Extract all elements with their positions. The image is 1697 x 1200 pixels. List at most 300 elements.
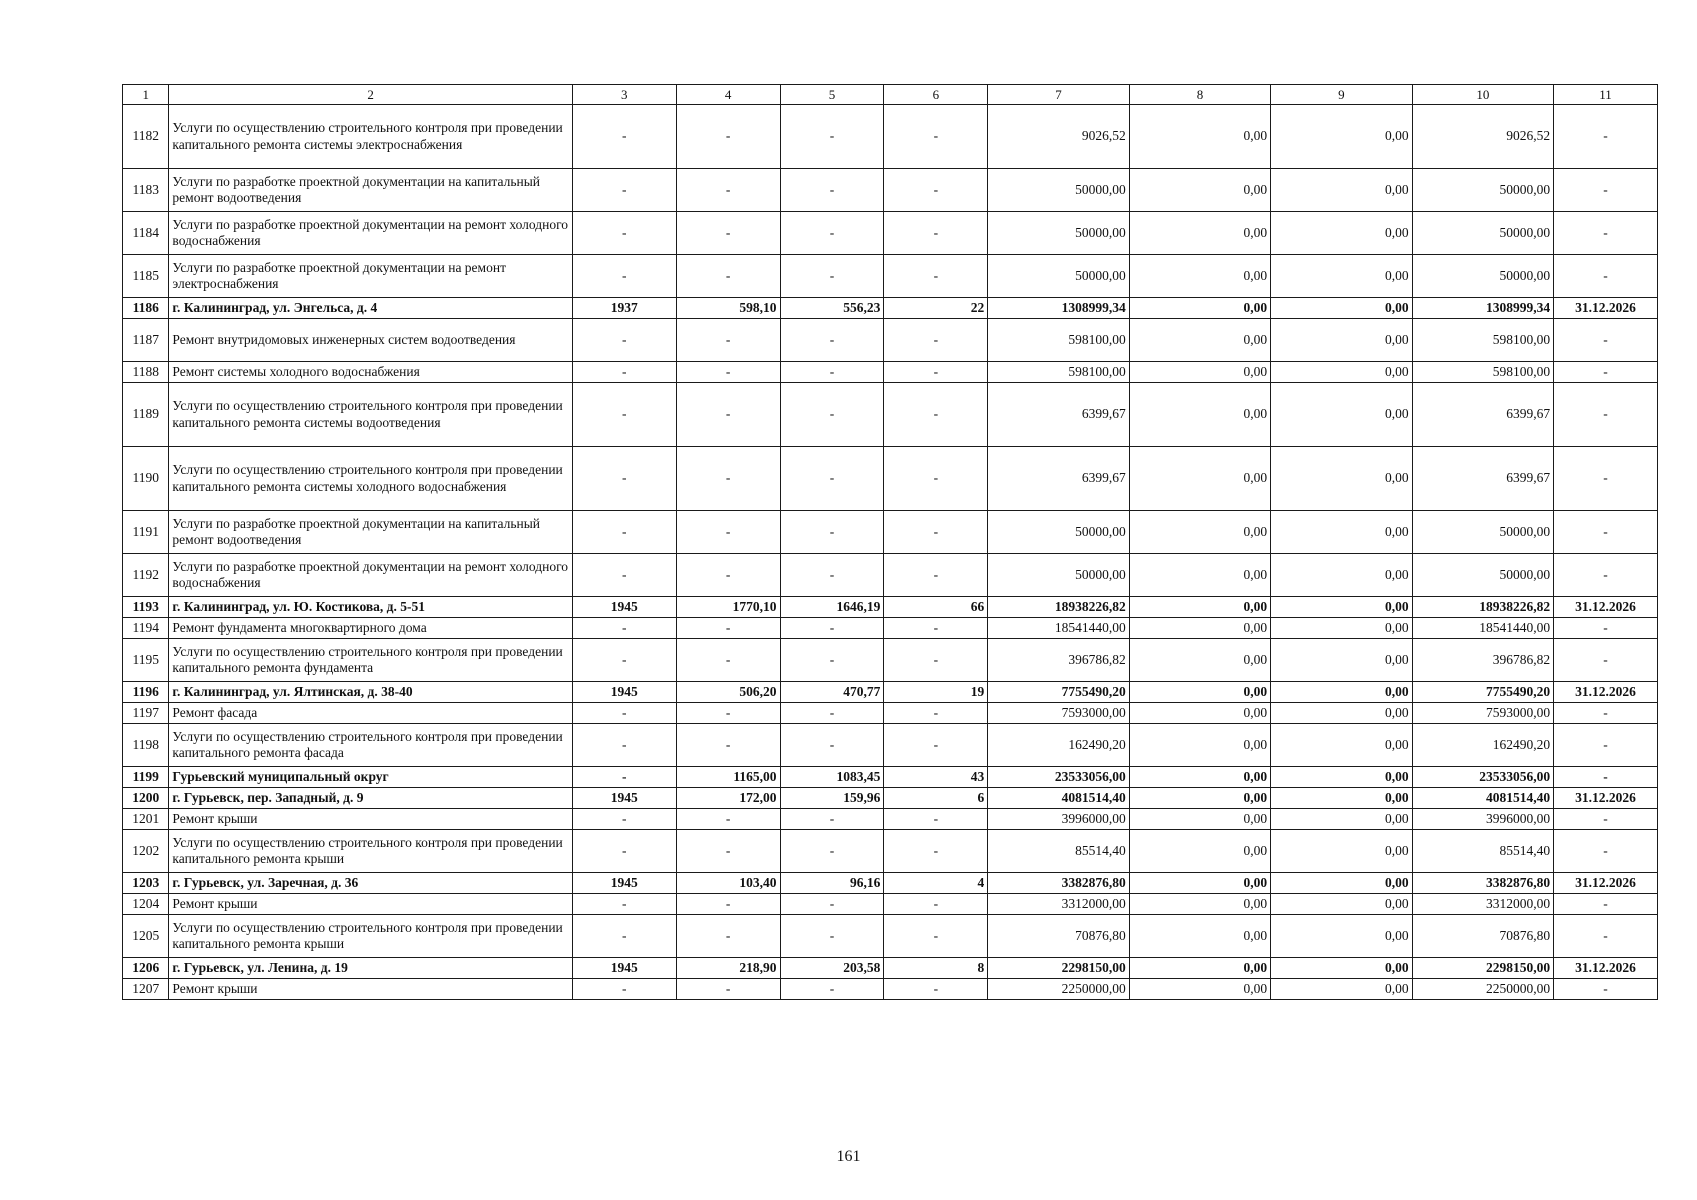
- table-row: [123, 169, 1658, 212]
- cell-col8: 0,00: [1129, 979, 1270, 1000]
- cell-col7: 70876,80: [988, 915, 1129, 958]
- page-number: 161: [836, 1148, 861, 1165]
- table-row: [123, 511, 1658, 554]
- row-description: г. Гурьевск, ул. Ленина, д. 19: [169, 958, 572, 979]
- cell-col5: -: [780, 511, 884, 554]
- cell-col8: 0,00: [1129, 511, 1270, 554]
- cell-col11: 31.12.2026: [1554, 682, 1658, 703]
- cell-col10: 9026,52: [1412, 105, 1553, 169]
- cell-col5: -: [780, 362, 884, 383]
- row-description: Услуги по разработке проектной документации на капитальный ремонт водоотведения: [169, 169, 572, 212]
- cell-col7: 50000,00: [988, 212, 1129, 255]
- table-row: [123, 873, 1658, 894]
- cell-col7: 2298150,00: [988, 958, 1129, 979]
- row-number: 1201: [123, 809, 169, 830]
- cell-col7: 598100,00: [988, 319, 1129, 362]
- row-number: 1202: [123, 830, 169, 873]
- row-number: 1205: [123, 915, 169, 958]
- cell-col3: -: [572, 724, 676, 767]
- cell-col10: 50000,00: [1412, 511, 1553, 554]
- cell-col9: 0,00: [1271, 362, 1412, 383]
- cell-col11: -: [1554, 319, 1658, 362]
- cell-col5: -: [780, 319, 884, 362]
- cell-col6: -: [884, 703, 988, 724]
- cell-col11: -: [1554, 447, 1658, 511]
- cell-col3: 1945: [572, 958, 676, 979]
- table-row: [123, 447, 1658, 511]
- cell-col10: 162490,20: [1412, 724, 1553, 767]
- cell-col6: -: [884, 618, 988, 639]
- cell-col11: -: [1554, 212, 1658, 255]
- column-header: 11: [1554, 85, 1658, 105]
- row-description: Услуги по осуществлению строительного контроля при проведении капитального ремонта крыши: [169, 830, 572, 873]
- row-description: Услуги по разработке проектной документации на ремонт холодного водоснабжения: [169, 212, 572, 255]
- cell-col7: 3996000,00: [988, 809, 1129, 830]
- row-number: 1206: [123, 958, 169, 979]
- cell-col3: -: [572, 105, 676, 169]
- cell-col3: -: [572, 255, 676, 298]
- cell-col9: 0,00: [1271, 724, 1412, 767]
- cell-col4: -: [676, 830, 780, 873]
- row-number: 1204: [123, 894, 169, 915]
- row-number: 1182: [123, 105, 169, 169]
- column-header: 9: [1271, 85, 1412, 105]
- cell-col10: 7755490,20: [1412, 682, 1553, 703]
- cell-col10: 50000,00: [1412, 212, 1553, 255]
- table-row: [123, 618, 1658, 639]
- column-header: 8: [1129, 85, 1270, 105]
- cell-col4: -: [676, 511, 780, 554]
- column-header: 6: [884, 85, 988, 105]
- cell-col10: 70876,80: [1412, 915, 1553, 958]
- cell-col3: -: [572, 809, 676, 830]
- row-description: Услуги по осуществлению строительного контроля при проведении капитального ремонта системы холодного водоснабжения: [169, 447, 572, 511]
- cell-col4: 103,40: [676, 873, 780, 894]
- cell-col3: 1945: [572, 788, 676, 809]
- cell-col11: -: [1554, 255, 1658, 298]
- table-row: [123, 554, 1658, 597]
- column-header: 7: [988, 85, 1129, 105]
- row-number: 1189: [123, 383, 169, 447]
- row-number: 1203: [123, 873, 169, 894]
- cell-col8: 0,00: [1129, 830, 1270, 873]
- row-number: 1184: [123, 212, 169, 255]
- row-number: 1186: [123, 298, 169, 319]
- cell-col4: -: [676, 169, 780, 212]
- row-description: Услуги по разработке проектной документации на ремонт холодного водоснабжения: [169, 554, 572, 597]
- cell-col8: 0,00: [1129, 255, 1270, 298]
- cell-col3: -: [572, 319, 676, 362]
- cell-col5: -: [780, 255, 884, 298]
- cell-col10: 50000,00: [1412, 255, 1553, 298]
- cell-col11: 31.12.2026: [1554, 298, 1658, 319]
- cell-col6: -: [884, 915, 988, 958]
- cell-col10: 6399,67: [1412, 383, 1553, 447]
- cell-col3: -: [572, 362, 676, 383]
- cell-col11: -: [1554, 894, 1658, 915]
- cell-col11: 31.12.2026: [1554, 597, 1658, 618]
- cell-col11: -: [1554, 979, 1658, 1000]
- cell-col4: 1165,00: [676, 767, 780, 788]
- cell-col7: 598100,00: [988, 362, 1129, 383]
- cell-col5: 159,96: [780, 788, 884, 809]
- cell-col3: 1945: [572, 873, 676, 894]
- cell-col7: 396786,82: [988, 639, 1129, 682]
- cell-col6: -: [884, 809, 988, 830]
- cell-col10: 6399,67: [1412, 447, 1553, 511]
- row-description: Услуги по осуществлению строительного контроля при проведении капитального ремонта крыши: [169, 915, 572, 958]
- row-description: Ремонт внутридомовых инженерных систем водоотведения: [169, 319, 572, 362]
- cell-col10: 4081514,40: [1412, 788, 1553, 809]
- cell-col10: 3312000,00: [1412, 894, 1553, 915]
- row-description: Ремонт фасада: [169, 703, 572, 724]
- cell-col4: -: [676, 383, 780, 447]
- cell-col4: -: [676, 724, 780, 767]
- row-description: г. Калининград, ул. Ялтинская, д. 38-40: [169, 682, 572, 703]
- cell-col11: -: [1554, 703, 1658, 724]
- cell-col8: 0,00: [1129, 169, 1270, 212]
- row-number: 1196: [123, 682, 169, 703]
- cell-col5: -: [780, 639, 884, 682]
- row-description: Ремонт фундамента многоквартирного дома: [169, 618, 572, 639]
- cell-col9: 0,00: [1271, 830, 1412, 873]
- cell-col4: 172,00: [676, 788, 780, 809]
- cell-col11: 31.12.2026: [1554, 873, 1658, 894]
- cell-col6: -: [884, 554, 988, 597]
- cell-col4: -: [676, 319, 780, 362]
- cell-col8: 0,00: [1129, 597, 1270, 618]
- cell-col11: -: [1554, 767, 1658, 788]
- cell-col5: -: [780, 979, 884, 1000]
- cell-col4: -: [676, 212, 780, 255]
- table-row: [123, 255, 1658, 298]
- column-header: 4: [676, 85, 780, 105]
- row-number: 1192: [123, 554, 169, 597]
- table-row: [123, 298, 1658, 319]
- cell-col9: 0,00: [1271, 212, 1412, 255]
- cell-col6: -: [884, 212, 988, 255]
- cell-col8: 0,00: [1129, 105, 1270, 169]
- cell-col4: -: [676, 915, 780, 958]
- cell-col9: 0,00: [1271, 618, 1412, 639]
- row-description: Ремонт крыши: [169, 894, 572, 915]
- cell-col9: 0,00: [1271, 682, 1412, 703]
- cell-col5: -: [780, 212, 884, 255]
- cell-col10: 18541440,00: [1412, 618, 1553, 639]
- cell-col5: -: [780, 447, 884, 511]
- cell-col3: -: [572, 212, 676, 255]
- cell-col9: 0,00: [1271, 447, 1412, 511]
- cell-col7: 3312000,00: [988, 894, 1129, 915]
- table-row: [123, 639, 1658, 682]
- cell-col10: 50000,00: [1412, 169, 1553, 212]
- cell-col11: -: [1554, 383, 1658, 447]
- cell-col5: 203,58: [780, 958, 884, 979]
- cell-col10: 23533056,00: [1412, 767, 1553, 788]
- table-row: [123, 767, 1658, 788]
- cell-col9: 0,00: [1271, 809, 1412, 830]
- cell-col3: -: [572, 894, 676, 915]
- table-row: [123, 319, 1658, 362]
- column-header-row: [123, 85, 1658, 105]
- row-description: г. Калининград, ул. Энгельса, д. 4: [169, 298, 572, 319]
- cell-col6: -: [884, 169, 988, 212]
- row-number: 1193: [123, 597, 169, 618]
- cell-col4: 1770,10: [676, 597, 780, 618]
- row-description: Услуги по разработке проектной документации на ремонт электроснабжения: [169, 255, 572, 298]
- cell-col11: -: [1554, 362, 1658, 383]
- cell-col9: 0,00: [1271, 894, 1412, 915]
- row-description: Услуги по осуществлению строительного контроля при проведении капитального ремонта фундамента: [169, 639, 572, 682]
- cell-col9: 0,00: [1271, 639, 1412, 682]
- table-row: [123, 724, 1658, 767]
- row-number: 1200: [123, 788, 169, 809]
- table-row: [123, 830, 1658, 873]
- cell-col5: 96,16: [780, 873, 884, 894]
- cell-col11: -: [1554, 169, 1658, 212]
- column-header: 5: [780, 85, 884, 105]
- cell-col7: 7593000,00: [988, 703, 1129, 724]
- cell-col3: 1937: [572, 298, 676, 319]
- cell-col3: -: [572, 703, 676, 724]
- row-number: 1190: [123, 447, 169, 511]
- cell-col8: 0,00: [1129, 554, 1270, 597]
- table-row: [123, 362, 1658, 383]
- cell-col9: 0,00: [1271, 979, 1412, 1000]
- cell-col8: 0,00: [1129, 767, 1270, 788]
- cell-col9: 0,00: [1271, 105, 1412, 169]
- cell-col11: 31.12.2026: [1554, 788, 1658, 809]
- row-number: 1187: [123, 319, 169, 362]
- cell-col7: 1308999,34: [988, 298, 1129, 319]
- cell-col5: -: [780, 383, 884, 447]
- cell-col11: -: [1554, 105, 1658, 169]
- cell-col6: -: [884, 319, 988, 362]
- cell-col7: 50000,00: [988, 554, 1129, 597]
- cell-col11: -: [1554, 915, 1658, 958]
- cell-col7: 162490,20: [988, 724, 1129, 767]
- row-number: 1197: [123, 703, 169, 724]
- cell-col5: -: [780, 830, 884, 873]
- cell-col6: -: [884, 255, 988, 298]
- row-description: Ремонт крыши: [169, 979, 572, 1000]
- cell-col7: 6399,67: [988, 447, 1129, 511]
- cell-col6: 4: [884, 873, 988, 894]
- cell-col11: -: [1554, 830, 1658, 873]
- cell-col9: 0,00: [1271, 873, 1412, 894]
- cell-col7: 2250000,00: [988, 979, 1129, 1000]
- cell-col7: 7755490,20: [988, 682, 1129, 703]
- table-row: [123, 958, 1658, 979]
- cell-col8: 0,00: [1129, 212, 1270, 255]
- table-row: [123, 894, 1658, 915]
- row-number: 1195: [123, 639, 169, 682]
- cell-col7: 18541440,00: [988, 618, 1129, 639]
- cell-col9: 0,00: [1271, 767, 1412, 788]
- cell-col6: -: [884, 447, 988, 511]
- cell-col7: 6399,67: [988, 383, 1129, 447]
- cell-col10: 3996000,00: [1412, 809, 1553, 830]
- table-row: [123, 682, 1658, 703]
- table-row: [123, 788, 1658, 809]
- row-number: 1191: [123, 511, 169, 554]
- cell-col10: 7593000,00: [1412, 703, 1553, 724]
- cell-col6: 66: [884, 597, 988, 618]
- cell-col8: 0,00: [1129, 639, 1270, 682]
- row-number: 1188: [123, 362, 169, 383]
- cell-col6: -: [884, 639, 988, 682]
- cell-col10: 598100,00: [1412, 362, 1553, 383]
- cell-col9: 0,00: [1271, 703, 1412, 724]
- cell-col7: 50000,00: [988, 255, 1129, 298]
- cell-col6: -: [884, 979, 988, 1000]
- row-description: Услуги по разработке проектной документации на капитальный ремонт водоотведения: [169, 511, 572, 554]
- row-description: г. Гурьевск, пер. Западный, д. 9: [169, 788, 572, 809]
- cell-col3: -: [572, 979, 676, 1000]
- cell-col4: -: [676, 703, 780, 724]
- cell-col11: 31.12.2026: [1554, 958, 1658, 979]
- cell-col9: 0,00: [1271, 597, 1412, 618]
- column-header: 2: [169, 85, 572, 105]
- cell-col6: 19: [884, 682, 988, 703]
- cell-col9: 0,00: [1271, 511, 1412, 554]
- row-description: Ремонт крыши: [169, 809, 572, 830]
- cell-col7: 50000,00: [988, 169, 1129, 212]
- cell-col10: 2298150,00: [1412, 958, 1553, 979]
- cell-col6: -: [884, 830, 988, 873]
- cell-col10: 1308999,34: [1412, 298, 1553, 319]
- cell-col6: -: [884, 511, 988, 554]
- cell-col6: 22: [884, 298, 988, 319]
- cell-col5: 556,23: [780, 298, 884, 319]
- cell-col5: -: [780, 724, 884, 767]
- cell-col9: 0,00: [1271, 788, 1412, 809]
- cell-col8: 0,00: [1129, 788, 1270, 809]
- cell-col7: 18938226,82: [988, 597, 1129, 618]
- cell-col5: 1646,19: [780, 597, 884, 618]
- row-description: г. Гурьевск, ул. Заречная, д. 36: [169, 873, 572, 894]
- cell-col8: 0,00: [1129, 958, 1270, 979]
- column-header: 3: [572, 85, 676, 105]
- cell-col4: -: [676, 618, 780, 639]
- table-row: [123, 809, 1658, 830]
- cell-col6: -: [884, 362, 988, 383]
- cell-col9: 0,00: [1271, 915, 1412, 958]
- cell-col4: -: [676, 554, 780, 597]
- cell-col10: 396786,82: [1412, 639, 1553, 682]
- row-description: Услуги по осуществлению строительного контроля при проведении капитального ремонта системы электроснабжения: [169, 105, 572, 169]
- cell-col7: 85514,40: [988, 830, 1129, 873]
- cell-col4: 506,20: [676, 682, 780, 703]
- cell-col4: -: [676, 255, 780, 298]
- cell-col11: -: [1554, 511, 1658, 554]
- cell-col5: -: [780, 915, 884, 958]
- cell-col10: 2250000,00: [1412, 979, 1553, 1000]
- row-number: 1199: [123, 767, 169, 788]
- cell-col6: -: [884, 894, 988, 915]
- cell-col4: -: [676, 894, 780, 915]
- cell-col6: 43: [884, 767, 988, 788]
- cell-col3: -: [572, 639, 676, 682]
- cell-col7: 4081514,40: [988, 788, 1129, 809]
- row-description: г. Калининград, ул. Ю. Костикова, д. 5-51: [169, 597, 572, 618]
- row-number: 1183: [123, 169, 169, 212]
- row-number: 1198: [123, 724, 169, 767]
- cell-col8: 0,00: [1129, 894, 1270, 915]
- cell-col8: 0,00: [1129, 703, 1270, 724]
- cell-col8: 0,00: [1129, 618, 1270, 639]
- cell-col3: 1945: [572, 682, 676, 703]
- cell-col4: -: [676, 639, 780, 682]
- cell-col5: -: [780, 105, 884, 169]
- cell-col8: 0,00: [1129, 682, 1270, 703]
- cell-col7: 23533056,00: [988, 767, 1129, 788]
- table-row: [123, 383, 1658, 447]
- cell-col9: 0,00: [1271, 298, 1412, 319]
- cell-col8: 0,00: [1129, 915, 1270, 958]
- cell-col3: -: [572, 169, 676, 212]
- cell-col3: -: [572, 618, 676, 639]
- cell-col10: 18938226,82: [1412, 597, 1553, 618]
- table-row: [123, 105, 1658, 169]
- cell-col9: 0,00: [1271, 383, 1412, 447]
- cell-col5: -: [780, 809, 884, 830]
- table-row: [123, 915, 1658, 958]
- row-description: Гурьевский муниципальный округ: [169, 767, 572, 788]
- cell-col3: 1945: [572, 597, 676, 618]
- cell-col3: -: [572, 830, 676, 873]
- cell-col6: -: [884, 724, 988, 767]
- cell-col9: 0,00: [1271, 958, 1412, 979]
- table-row: [123, 597, 1658, 618]
- cell-col3: -: [572, 383, 676, 447]
- cell-col9: 0,00: [1271, 255, 1412, 298]
- cell-col8: 0,00: [1129, 319, 1270, 362]
- cell-col8: 0,00: [1129, 724, 1270, 767]
- cell-col5: -: [780, 703, 884, 724]
- cell-col4: 598,10: [676, 298, 780, 319]
- cell-col10: 598100,00: [1412, 319, 1553, 362]
- cell-col10: 85514,40: [1412, 830, 1553, 873]
- cell-col4: -: [676, 105, 780, 169]
- row-description: Ремонт системы холодного водоснабжения: [169, 362, 572, 383]
- table-row: [123, 703, 1658, 724]
- row-number: 1207: [123, 979, 169, 1000]
- cell-col9: 0,00: [1271, 319, 1412, 362]
- table-row: [123, 212, 1658, 255]
- cell-col5: -: [780, 618, 884, 639]
- cell-col6: -: [884, 383, 988, 447]
- row-description: Услуги по осуществлению строительного контроля при проведении капитального ремонта фасада: [169, 724, 572, 767]
- cell-col10: 50000,00: [1412, 554, 1553, 597]
- cell-col7: 50000,00: [988, 511, 1129, 554]
- cell-col11: -: [1554, 618, 1658, 639]
- cell-col6: 6: [884, 788, 988, 809]
- cell-col5: 470,77: [780, 682, 884, 703]
- cell-col4: -: [676, 809, 780, 830]
- cell-col9: 0,00: [1271, 169, 1412, 212]
- cell-col10: 3382876,80: [1412, 873, 1553, 894]
- cell-col8: 0,00: [1129, 362, 1270, 383]
- cell-col5: -: [780, 554, 884, 597]
- cell-col3: -: [572, 511, 676, 554]
- cell-col4: 218,90: [676, 958, 780, 979]
- cell-col11: -: [1554, 809, 1658, 830]
- cell-col3: -: [572, 915, 676, 958]
- data-table: [122, 84, 1658, 1000]
- cell-col5: -: [780, 894, 884, 915]
- cell-col8: 0,00: [1129, 873, 1270, 894]
